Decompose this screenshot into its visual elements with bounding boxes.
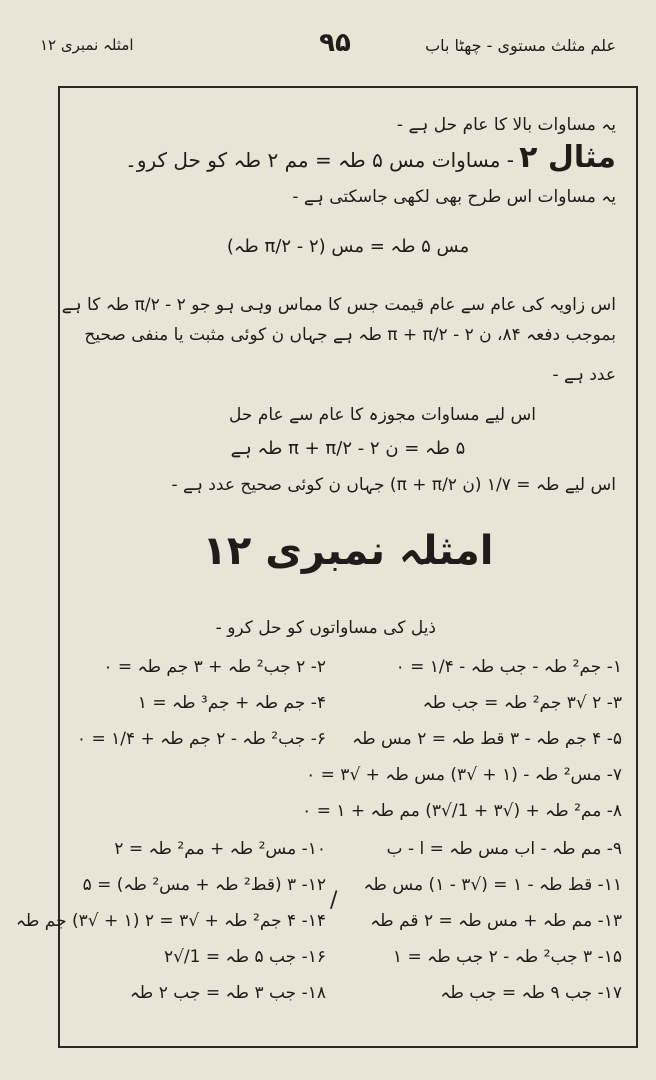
pencil-mark: / <box>330 888 338 913</box>
exercise-item: ۱۶- جب ۵ طہ = 1/√۲ <box>163 947 326 967</box>
text-line-2: یہ مساوات اس طرح بھی لکھی جاسکتی ہے - <box>292 187 616 207</box>
exercise-intro: ذیل کی مساواتوں کو حل کرو - <box>215 618 436 638</box>
exercise-item: ۶- جب² طہ - ۲ جم طہ + ۱/۴ = ۰ <box>76 729 326 749</box>
text-line-1: یہ مساوات بالا کا عام حل ہے - <box>396 115 616 135</box>
exercise-item: ۱۴- ۴ جم² طہ + √۳ = ۲ (۱ + √۳) جم طہ <box>15 911 326 931</box>
exercise-item: ۱۷- جب ۹ طہ = جب طہ <box>440 983 622 1003</box>
example-label: مثال ۲ <box>519 140 616 175</box>
exercise-item: ۱- جم² طہ - جب طہ - ۱/۴ = ۰ <box>395 657 622 677</box>
exercise-item: ۵- ۴ جم طہ - ۳ قط طہ = ۲ مس طہ <box>352 729 622 749</box>
header-chapter-title: علم مثلث مستوی - چھٹا باب <box>425 36 616 55</box>
exercise-item: ۱۵- ۳ جب² طہ - ۲ جب طہ = ۱ <box>392 947 622 967</box>
header-exercise-title: امثلہ نمبری ۱۲ <box>40 36 134 54</box>
page-number: ۹۵ <box>319 28 351 58</box>
equation-2: ۵ طہ = ن π + π/۲ - ۲ طہ ہے <box>230 438 466 459</box>
exercise-item: ۱۲- ۳ (قط² طہ + مس² طہ) = ۵ <box>82 875 326 895</box>
exercise-title: امثلہ نمبری ۱۲ <box>202 528 494 574</box>
exercise-item: ۹- مم طہ - اب مس طہ = ا - ب <box>386 839 622 859</box>
exercise-item: ۱۰- مس² طہ + مم² طہ = ۲ <box>114 839 326 859</box>
exercise-item: ۲- ۲ جب² طہ + ۳ جم طہ = ۰ <box>103 657 326 677</box>
text-line-6: اس لیے مساوات مجوزہ کا عام سے عام حل <box>229 405 536 425</box>
exercise-item: ۱۱- قط طہ - ۱ = (√۳ - ۱) مس طہ <box>363 875 622 895</box>
exercise-item: ۳- ۲ √۳ جم² طہ = جب طہ <box>422 693 622 713</box>
example-statement: - مساوات مس ۵ طہ = مم ۲ طہ کو حل کرو۔ <box>125 148 515 172</box>
exercise-item: ۴- جم طہ + جم³ طہ = ۱ <box>137 693 326 713</box>
page-header <box>0 28 656 68</box>
exercise-item: ۷- مس² طہ - (۱ + √۳) مس طہ + √۳ = ۰ <box>306 765 622 785</box>
text-line-4: بموجب دفعہ ۸۴، ن π + π/۲ - ۲ طہ ہے جہاں ن کوئی مثبت یا منفی صحیح <box>84 325 616 345</box>
equation-1: مس ۵ طہ = مس (π/۲ - ۲ طہ) <box>226 236 470 257</box>
text-line-3: اس زاویہ کی عام سے عام قیمت جس کا مماس وہی ہو جو π/۲ - ۲ طہ کا ہے <box>61 295 616 315</box>
content-frame <box>15 86 638 1048</box>
exercise-item: ۸- مم² طہ + (√۳ + 1/√۳) مم طہ + ۱ = ۰ <box>302 801 622 821</box>
equation-3: اس لیے طہ = ۱/۷ (ن π + π/۲) جہاں ن کوئی صحیح عدد ہے - <box>171 475 616 495</box>
example-2 <box>125 140 616 175</box>
text-line-5: عدد ہے - <box>552 365 616 385</box>
exercise-item: ۱۳- مم طہ + مس طہ = ۲ قم طہ <box>370 911 622 931</box>
exercise-item: ۱۸- جب ۳ طہ = جب ۲ طہ <box>129 983 326 1003</box>
